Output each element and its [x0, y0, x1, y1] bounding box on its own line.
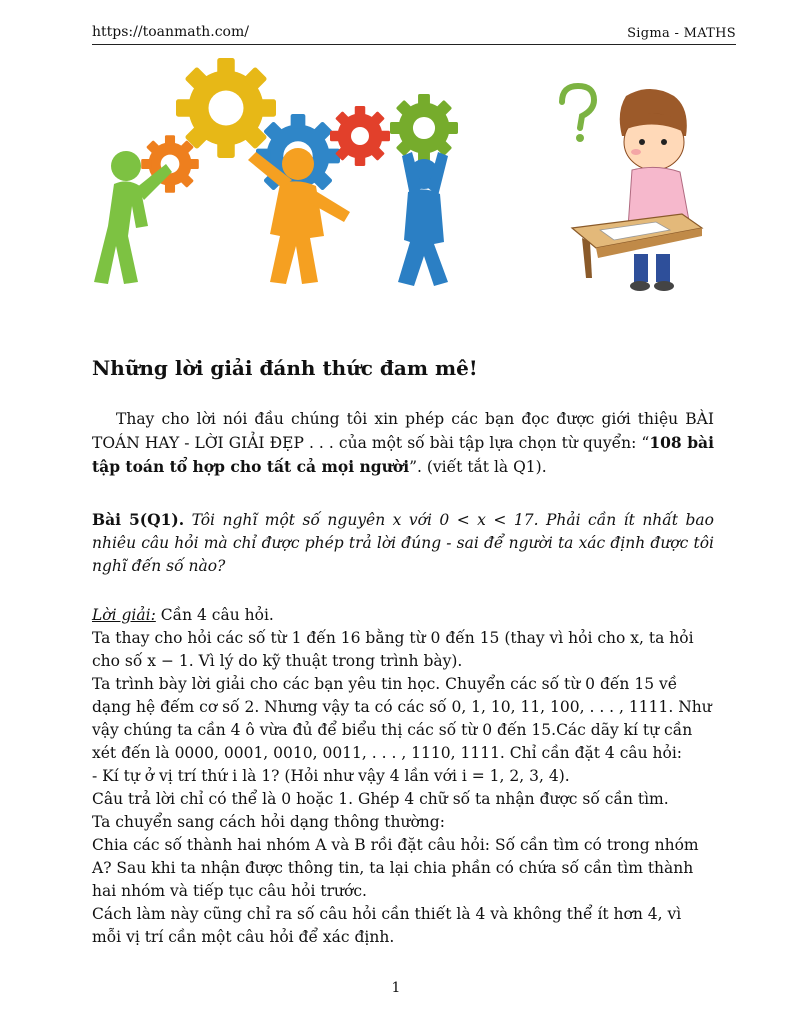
page-number: 1 — [391, 980, 401, 996]
solution-line: hai nhóm và tiếp tục câu hỏi trước. — [92, 882, 367, 900]
solution-block — [92, 604, 714, 949]
teamwork-gears-illustration — [88, 56, 508, 296]
gear-yellow-icon — [176, 58, 276, 158]
solution-line: Ta trình bày lời giải cho các bạn yêu tin học. Chuyển các số từ 0 đến 15 về — [92, 675, 678, 693]
intro-text-after: ”. (viết tắt là Q1). — [409, 458, 547, 476]
problem-statement — [92, 508, 714, 578]
solution-line: vậy chúng ta cần 4 ô vừa đủ để biểu thị các số từ 0 đến 15.Các dãy kí tự cần — [92, 721, 693, 739]
solution-line: A? Sau khi ta nhận được thông tin, ta lại chia phần có chứa số cần tìm thành — [92, 859, 694, 877]
gear-green-icon — [390, 94, 458, 162]
thinking-student-illustration — [552, 78, 712, 293]
book-title: 108 bài tập toán tổ hợp cho tất cả mọi người — [92, 433, 714, 476]
solution-line: xét đến là 0000, 0001, 0010, 0011, . . . , 1110, 1111. Chỉ cần đặt 4 câu hỏi: — [92, 744, 683, 762]
page-header — [92, 22, 736, 45]
solution-line: Ta thay cho hỏi các số từ 1 đến 16 bằng từ 0 đến 15 (thay vì hỏi cho x, ta hỏi — [92, 629, 694, 647]
page-title: Những lời giải đánh thức đam mê! — [92, 356, 478, 380]
problem-label: Bài 5(Q1). — [92, 510, 185, 529]
orange-figure-icon — [248, 148, 350, 284]
solution-line: Ta chuyển sang cách hỏi dạng thông thường: — [92, 813, 445, 831]
solution-answer: Cần 4 câu hỏi. — [155, 606, 274, 624]
problem-text: Tôi nghĩ một số nguyên x với 0 < x < 17. Phải cần ít nhất bao nhiêu câu hỏi mà chỉ được phép trả lời đúng - sai để người ta xác định được tôi nghĩ đến số nào? — [92, 511, 714, 575]
solution-answer-line — [92, 604, 714, 627]
solution-line: cho số x − 1. Vì lý do kỹ thuật trong trình bày). — [92, 652, 463, 670]
blue-figure-icon — [398, 152, 448, 286]
gear-red-icon — [330, 106, 390, 166]
green-figure-icon — [94, 151, 172, 284]
solution-line: - Kí tự ở vị trí thứ i là 1? (Hỏi như vậy 4 lần với i = 1, 2, 3, 4). — [92, 767, 570, 785]
solution-line: Cách làm này cũng chỉ ra số câu hỏi cần thiết là 4 và không thể ít hơn 4, vì — [92, 905, 682, 923]
intro-paragraph — [92, 408, 714, 479]
header-url[interactable]: https://toanmath.com/ — [92, 24, 249, 40]
solution-label: Lời giải: — [92, 606, 156, 624]
solution-line: dạng hệ đếm cơ số 2. Nhưng vậy ta có các số 0, 1, 10, 11, 100, . . . , 1111. Như — [92, 698, 712, 716]
solution-line: Chia các số thành hai nhóm A và B rồi đặt câu hỏi: Số cần tìm có trong nhóm — [92, 836, 699, 854]
intro-text-before: Thay cho lời nói đầu chúng tôi xin phép các bạn đọc được giới thiệu BÀI TOÁN HAY - LỜI GIẢI ĐẸP . . . của một số bài tập lựa chọn từ quyển: “ — [92, 410, 714, 452]
question-mark-icon — [562, 86, 594, 142]
solution-line: mỗi vị trí cần một câu hỏi để xác định. — [92, 928, 395, 946]
solution-line: Câu trả lời chỉ có thể là 0 hoặc 1. Ghép 4 chữ số ta nhận được số cần tìm. — [92, 790, 669, 808]
header-brand: Sigma - MATHS — [627, 26, 736, 41]
